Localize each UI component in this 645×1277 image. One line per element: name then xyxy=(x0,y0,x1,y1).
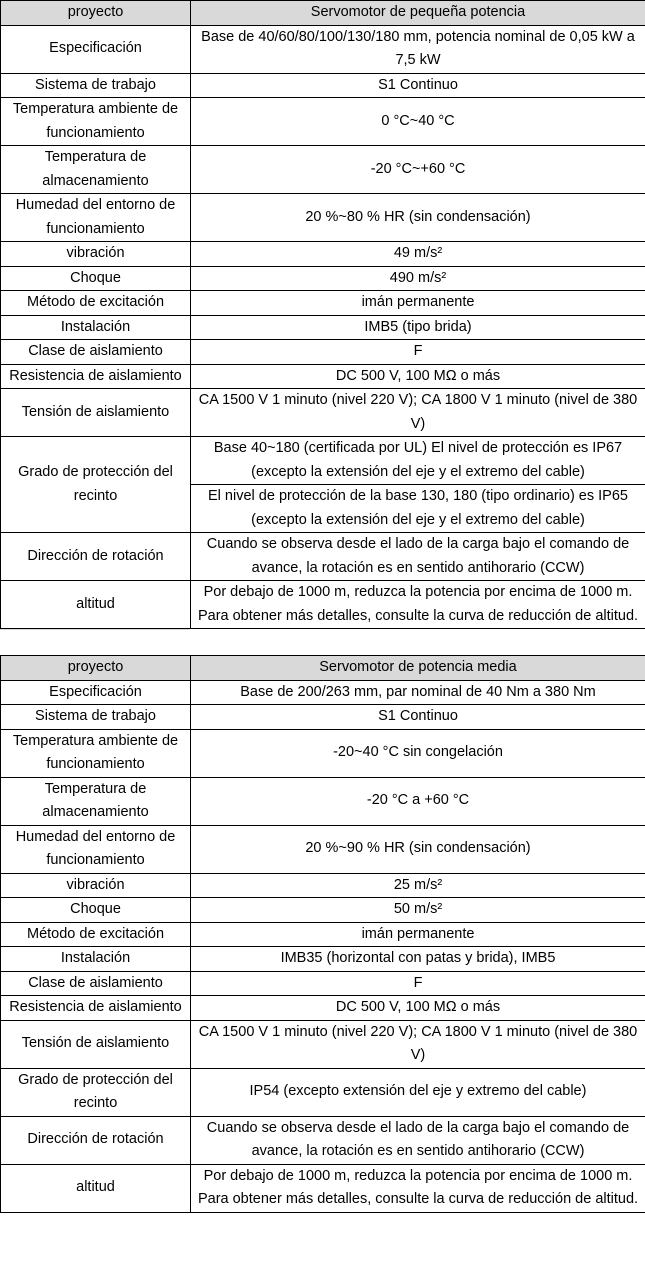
row-value: 20 %~80 % HR (sin condensación) xyxy=(191,194,645,242)
row-label: Dirección de rotación xyxy=(1,533,191,581)
row-label: Instalación xyxy=(1,947,191,972)
row-value: 0 °C~40 °C xyxy=(191,98,645,146)
table-row xyxy=(1,25,645,73)
table-row xyxy=(1,1020,645,1068)
row-value: 20 %~90 % HR (sin condensación) xyxy=(191,825,645,873)
medium-power-servo-spec-table xyxy=(0,655,645,1213)
row-value: 50 m/s² xyxy=(191,898,645,923)
row-label: altitud xyxy=(1,581,191,629)
table-row xyxy=(1,340,645,365)
row-value: -20 °C a +60 °C xyxy=(191,777,645,825)
row-value: F xyxy=(191,971,645,996)
table-spacer xyxy=(0,629,645,655)
row-label: Especificación xyxy=(1,25,191,73)
table-header-row xyxy=(1,656,645,681)
row-value-secondary: El nivel de protección de la base 130, 180 (tipo ordinario) es IP65 (excepto la extensión del eje y el extremo del cable) xyxy=(191,485,645,533)
table-row xyxy=(1,266,645,291)
row-label: Método de excitación xyxy=(1,922,191,947)
table-row xyxy=(1,971,645,996)
row-label: Especificación xyxy=(1,680,191,705)
row-label: Clase de aislamiento xyxy=(1,971,191,996)
row-value: CA 1500 V 1 minuto (nivel 220 V); CA 1800 V 1 minuto (nivel de 380 V) xyxy=(191,1020,645,1068)
row-label: Tensión de aislamiento xyxy=(1,389,191,437)
table-row xyxy=(1,1116,645,1164)
row-value: Base de 200/263 mm, par nominal de 40 Nm a 380 Nm xyxy=(191,680,645,705)
row-value: CA 1500 V 1 minuto (nivel 220 V); CA 1800 V 1 minuto (nivel de 380 V) xyxy=(191,389,645,437)
row-label: Instalación xyxy=(1,315,191,340)
row-label: Choque xyxy=(1,266,191,291)
row-value: IMB35 (horizontal con patas y brida), IMB5 xyxy=(191,947,645,972)
row-label: Resistencia de aislamiento xyxy=(1,996,191,1021)
row-value: 490 m/s² xyxy=(191,266,645,291)
row-label: Humedad del entorno de funcionamiento xyxy=(1,194,191,242)
small-power-servo-spec-table xyxy=(0,0,645,629)
row-label: Temperatura de almacenamiento xyxy=(1,777,191,825)
row-label: Sistema de trabajo xyxy=(1,705,191,730)
header-label-cell: proyecto xyxy=(1,1,191,26)
table-row xyxy=(1,581,645,629)
header-value-cell: Servomotor de potencia media xyxy=(191,656,645,681)
row-label: Grado de protección del recinto xyxy=(1,437,191,533)
row-value: Por debajo de 1000 m, reduzca la potencia por encima de 1000 m. Para obtener más detalles, consulte la curva de reducción de altitud. xyxy=(191,581,645,629)
row-value: Cuando se observa desde el lado de la carga bajo el comando de avance, la rotación es en sentido antihorario (CCW) xyxy=(191,1116,645,1164)
row-label: Temperatura ambiente de funcionamiento xyxy=(1,729,191,777)
row-label: Sistema de trabajo xyxy=(1,73,191,98)
table-row xyxy=(1,533,645,581)
table-row xyxy=(1,291,645,316)
table-row xyxy=(1,73,645,98)
row-value: 25 m/s² xyxy=(191,873,645,898)
row-value: -20~40 °C sin congelación xyxy=(191,729,645,777)
row-label: vibración xyxy=(1,873,191,898)
table-row xyxy=(1,437,645,485)
table-row xyxy=(1,680,645,705)
table-row xyxy=(1,898,645,923)
row-label: Humedad del entorno de funcionamiento xyxy=(1,825,191,873)
row-value: imán permanente xyxy=(191,291,645,316)
table-row xyxy=(1,825,645,873)
table-row xyxy=(1,389,645,437)
table-row xyxy=(1,729,645,777)
row-value: -20 °C~+60 °C xyxy=(191,146,645,194)
row-value: Base 40~180 (certificada por UL) El nivel de protección es IP67 (excepto la extensión del eje y el extremo del cable) xyxy=(191,437,645,485)
row-value: imán permanente xyxy=(191,922,645,947)
row-value: S1 Continuo xyxy=(191,73,645,98)
table-row xyxy=(1,777,645,825)
table-row xyxy=(1,242,645,267)
row-value: Por debajo de 1000 m, reduzca la potencia por encima de 1000 m. Para obtener más detalles, consulte la curva de reducción de altitud. xyxy=(191,1164,645,1212)
row-label: Dirección de rotación xyxy=(1,1116,191,1164)
row-label: altitud xyxy=(1,1164,191,1212)
row-value: 49 m/s² xyxy=(191,242,645,267)
row-value: IP54 (excepto extensión del eje y extremo del cable) xyxy=(191,1068,645,1116)
header-value-cell: Servomotor de pequeña potencia xyxy=(191,1,645,26)
row-value: Cuando se observa desde el lado de la carga bajo el comando de avance, la rotación es en sentido antihorario (CCW) xyxy=(191,533,645,581)
table-row xyxy=(1,1164,645,1212)
row-label: Método de excitación xyxy=(1,291,191,316)
table-row xyxy=(1,996,645,1021)
table-row xyxy=(1,1068,645,1116)
row-value: IMB5 (tipo brida) xyxy=(191,315,645,340)
spacer-divider xyxy=(0,629,190,656)
table-row xyxy=(1,705,645,730)
table-header-row xyxy=(1,1,645,26)
table-row xyxy=(1,98,645,146)
table-row xyxy=(1,315,645,340)
row-label: Resistencia de aislamiento xyxy=(1,364,191,389)
table-row xyxy=(1,146,645,194)
row-value: Base de 40/60/80/100/130/180 mm, potencia nominal de 0,05 kW a 7,5 kW xyxy=(191,25,645,73)
header-label-cell: proyecto xyxy=(1,656,191,681)
row-value: DC 500 V, 100 MΩ o más xyxy=(191,996,645,1021)
row-label: Choque xyxy=(1,898,191,923)
table-row xyxy=(1,873,645,898)
row-label: Tensión de aislamiento xyxy=(1,1020,191,1068)
row-label: Temperatura ambiente de funcionamiento xyxy=(1,98,191,146)
table-row xyxy=(1,922,645,947)
row-value: S1 Continuo xyxy=(191,705,645,730)
row-label: Grado de protección del recinto xyxy=(1,1068,191,1116)
table-row xyxy=(1,364,645,389)
row-value: F xyxy=(191,340,645,365)
row-label: Clase de aislamiento xyxy=(1,340,191,365)
table-row xyxy=(1,194,645,242)
row-value: DC 500 V, 100 MΩ o más xyxy=(191,364,645,389)
table-row xyxy=(1,947,645,972)
row-label: Temperatura de almacenamiento xyxy=(1,146,191,194)
row-label: vibración xyxy=(1,242,191,267)
